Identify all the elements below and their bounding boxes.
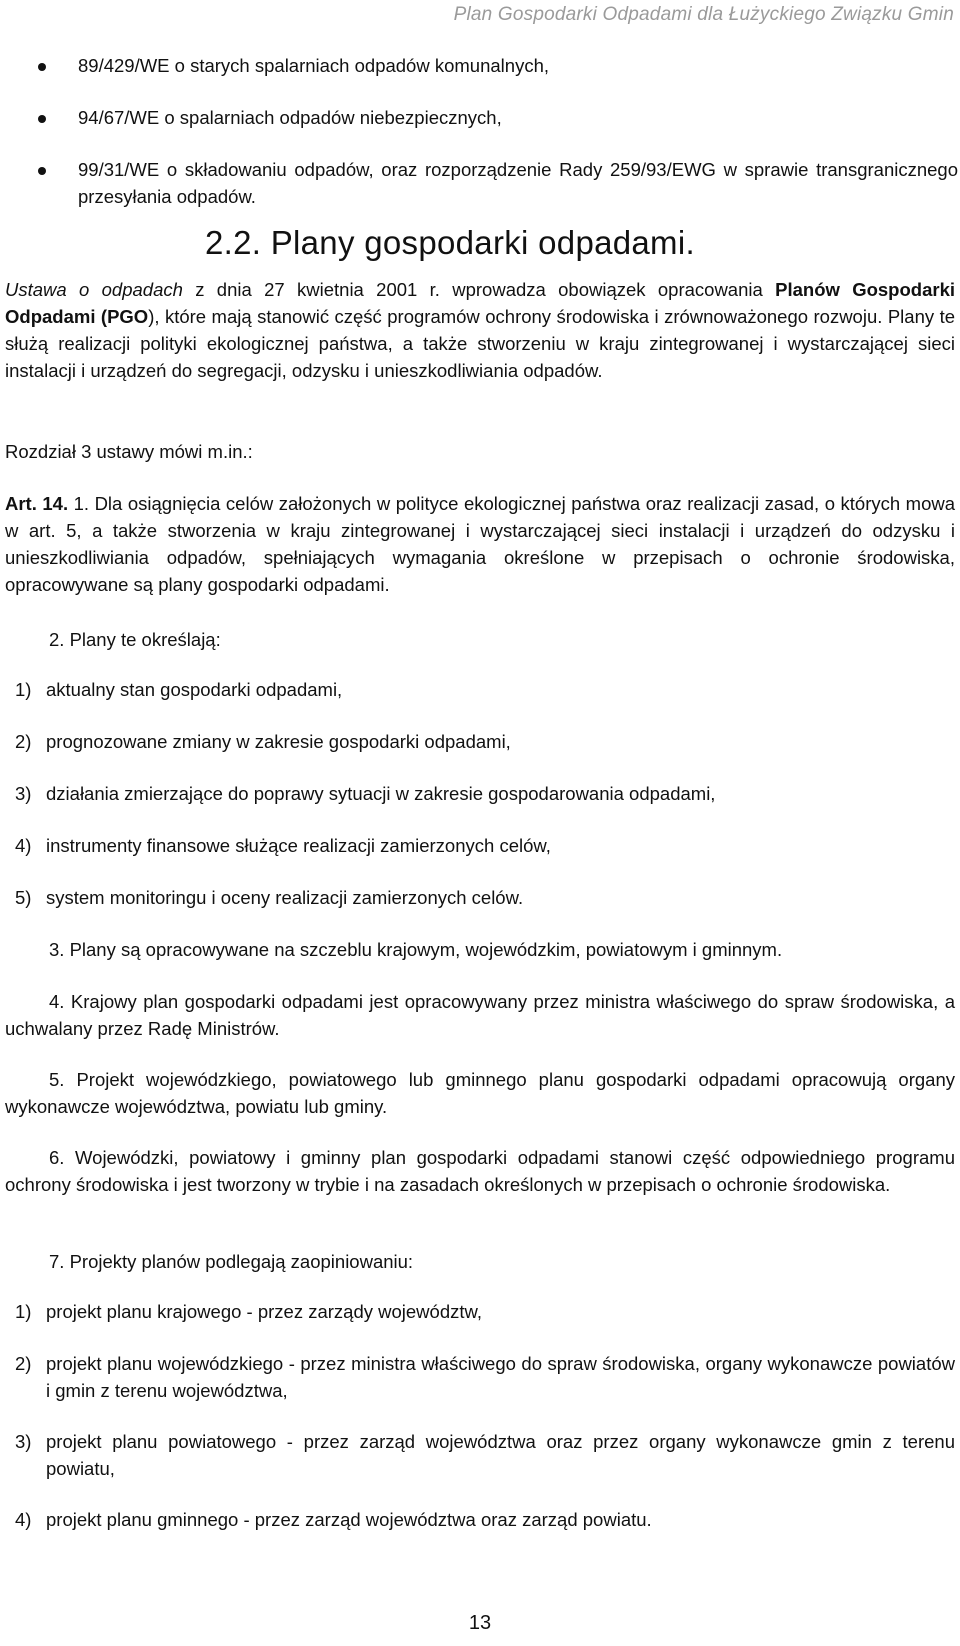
list-text: aktualny stan gospodarki odpadami, [46, 679, 343, 700]
bullet-text: 89/429/WE o starych spalarniach odpadów komunalnych, [78, 55, 549, 76]
list-number: 5) [15, 887, 32, 908]
list-number: 4) [15, 1509, 32, 1530]
article-14-paragraph-5: 5. Projekt wojewódzkiego, powiatowego lub gminnego planu gospodarki odpadami opracowują organy wykonawcze województwa, powiatu lub gminy. [5, 1069, 955, 1117]
intro-text-2: ), które mają stanowić część programów ochrony środowiska i zrównoważonego rozwoju. Plany te służą realizacji polityki ekologicznej państwa, a także stworzeniu w kraju zintegrowanej i wystarczającej sieci instalacji i urządzeń do segregacji, odzysku i unieszkodliwiania odpadów. [5, 306, 955, 381]
list-number: 2) [15, 731, 32, 752]
running-header: Plan Gospodarki Odpadami dla Łużyckiego Związku Gmin [453, 4, 954, 25]
article-14-paragraph-7: 7. Projekty planów podlegają zaopiniowaniu: [49, 1251, 414, 1272]
bullet-icon [38, 115, 46, 123]
list-number: 2) [15, 1353, 32, 1374]
bullet-text: 94/67/WE o spalarniach odpadów niebezpiecznych, [78, 107, 502, 128]
list-number: 3) [15, 1431, 32, 1452]
list-number: 3) [15, 783, 32, 804]
section-heading: 2.2. Plany gospodarki odpadami. [205, 224, 695, 261]
bullet-text: 99/31/WE o składowaniu odpadów, oraz rozporządzenie Rady 259/93/EWG w sprawie transgranicznego przesyłania odpadów. [78, 159, 958, 207]
article-14-paragraph-4: 4. Krajowy plan gospodarki odpadami jest opracowywany przez ministra właściwego do spraw środowiska, a uchwalany przez Radę Ministrów. [5, 991, 955, 1039]
intro-bold: Planów Gospodarki Odpadami (PGO [5, 279, 956, 327]
page-number: 13 [468, 1612, 492, 1634]
intro-text-1: z dnia 27 kwietnia 2001 r. wprowadza obowiązek opracowania [182, 279, 776, 300]
article-14-paragraph-3: 3. Plany są opracowywane na szczeblu krajowym, wojewódzkim, powiatowym i gminnym. [49, 939, 783, 960]
article-14-paragraph-1 [5, 490, 955, 598]
article-label: Art. 14. [5, 493, 69, 514]
list-text: projekt planu gminnego - przez zarząd województwa oraz zarząd powiatu. [46, 1509, 652, 1530]
bullet-icon [38, 167, 46, 175]
chapter-reference: Rozdział 3 ustawy mówi m.in.: [5, 441, 253, 462]
article-14-paragraph-6: 6. Wojewódzki, powiatowy i gminny plan gospodarki odpadami stanowi część odpowiedniego programu ochrony środowiska i jest tworzony w trybie i na zasadach określonych w przepisach o ochronie środowiska. [5, 1147, 955, 1195]
list-text: działania zmierzające do poprawy sytuacji w zakresie gospodarowania odpadami, [46, 783, 716, 804]
article-14-paragraph-2: 2. Plany te określają: [49, 629, 221, 650]
article-text: 1. Dla osiągnięcia celów założonych w polityce ekologicznej państwa oraz realizacji zasad, o których mowa w art. 5, a także stworzenia w kraju zintegrowanej i wystarczającej sieci instalacji i urządzeń do odzysku i unieszkodliwiania odpadów, spełniających wymagania określone w przepisach o ochronie środowiska, opracowywane są plany gospodarki odpadami. [5, 493, 956, 595]
list-number: 4) [15, 835, 32, 856]
list-text: prognozowane zmiany w zakresie gospodarki odpadami, [46, 731, 511, 752]
list-text: system monitoringu i oceny realizacji zamierzonych celów. [46, 887, 524, 908]
list-text: instrumenty finansowe służące realizacji zamierzonych celów, [46, 835, 551, 856]
list-text: projekt planu powiatowego - przez zarząd województwa oraz przez organy wykonawcze gmin z terenu powiatu, [46, 1431, 955, 1479]
list-number: 1) [15, 679, 32, 700]
list-number: 1) [15, 1301, 32, 1322]
bullet-icon [38, 63, 46, 71]
list-text: projekt planu wojewódzkiego - przez ministra właściwego do spraw środowiska, organy wykonawcze powiatów i gmin z terenu województwa, [46, 1353, 955, 1401]
intro-italic: Ustawa o odpadach [5, 279, 183, 300]
intro-paragraph [5, 276, 955, 384]
list-text: projekt planu krajowego - przez zarządy województw, [46, 1301, 482, 1322]
